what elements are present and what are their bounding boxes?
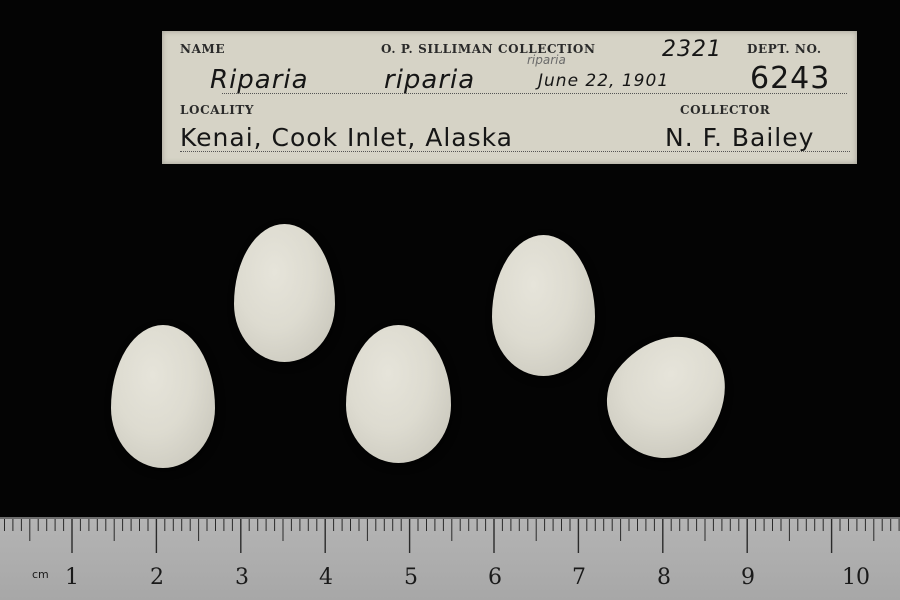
collection-number: 2321 <box>662 37 722 62</box>
name-caption: NAME <box>180 42 226 56</box>
species-name: riparia <box>384 65 476 95</box>
egg <box>346 325 451 463</box>
egg <box>111 325 215 468</box>
collection-date: June 22, 1901 <box>538 71 670 91</box>
ruler-number-8: 8 <box>657 565 671 590</box>
ruler-number-9: 9 <box>741 565 755 590</box>
dept-number: 6243 <box>750 61 831 96</box>
dept-caption: DEPT. NO. <box>747 42 822 56</box>
species-pencil-note: riparia <box>527 53 566 67</box>
collection-caption: O. P. SILLIMAN COLLECTION <box>381 42 596 56</box>
egg <box>492 235 595 376</box>
locality-value: Kenai, Cook Inlet, Alaska <box>180 123 513 152</box>
specimen-label <box>162 31 857 164</box>
ruler-number-6: 6 <box>488 565 502 590</box>
name-dotted-line <box>222 93 847 94</box>
ruler-unit: cm <box>32 568 49 581</box>
ruler-ticks <box>0 519 900 600</box>
ruler-number-7: 7 <box>572 565 586 590</box>
locality-caption: LOCALITY <box>180 103 255 117</box>
ruler-number-2: 2 <box>150 565 164 590</box>
collector-caption: COLLECTOR <box>680 103 771 117</box>
measurement-ruler <box>0 517 900 600</box>
egg <box>234 224 335 362</box>
ruler-number-1: 1 <box>65 565 79 590</box>
ruler-number-4: 4 <box>319 565 333 590</box>
genus-name: Riparia <box>210 65 309 95</box>
locality-dotted-line <box>180 151 850 152</box>
ruler-number-5: 5 <box>404 565 418 590</box>
ruler-number-10: 10 <box>842 565 870 590</box>
collector-value: N. F. Bailey <box>665 123 815 152</box>
egg <box>585 312 751 480</box>
ruler-number-3: 3 <box>235 565 249 590</box>
